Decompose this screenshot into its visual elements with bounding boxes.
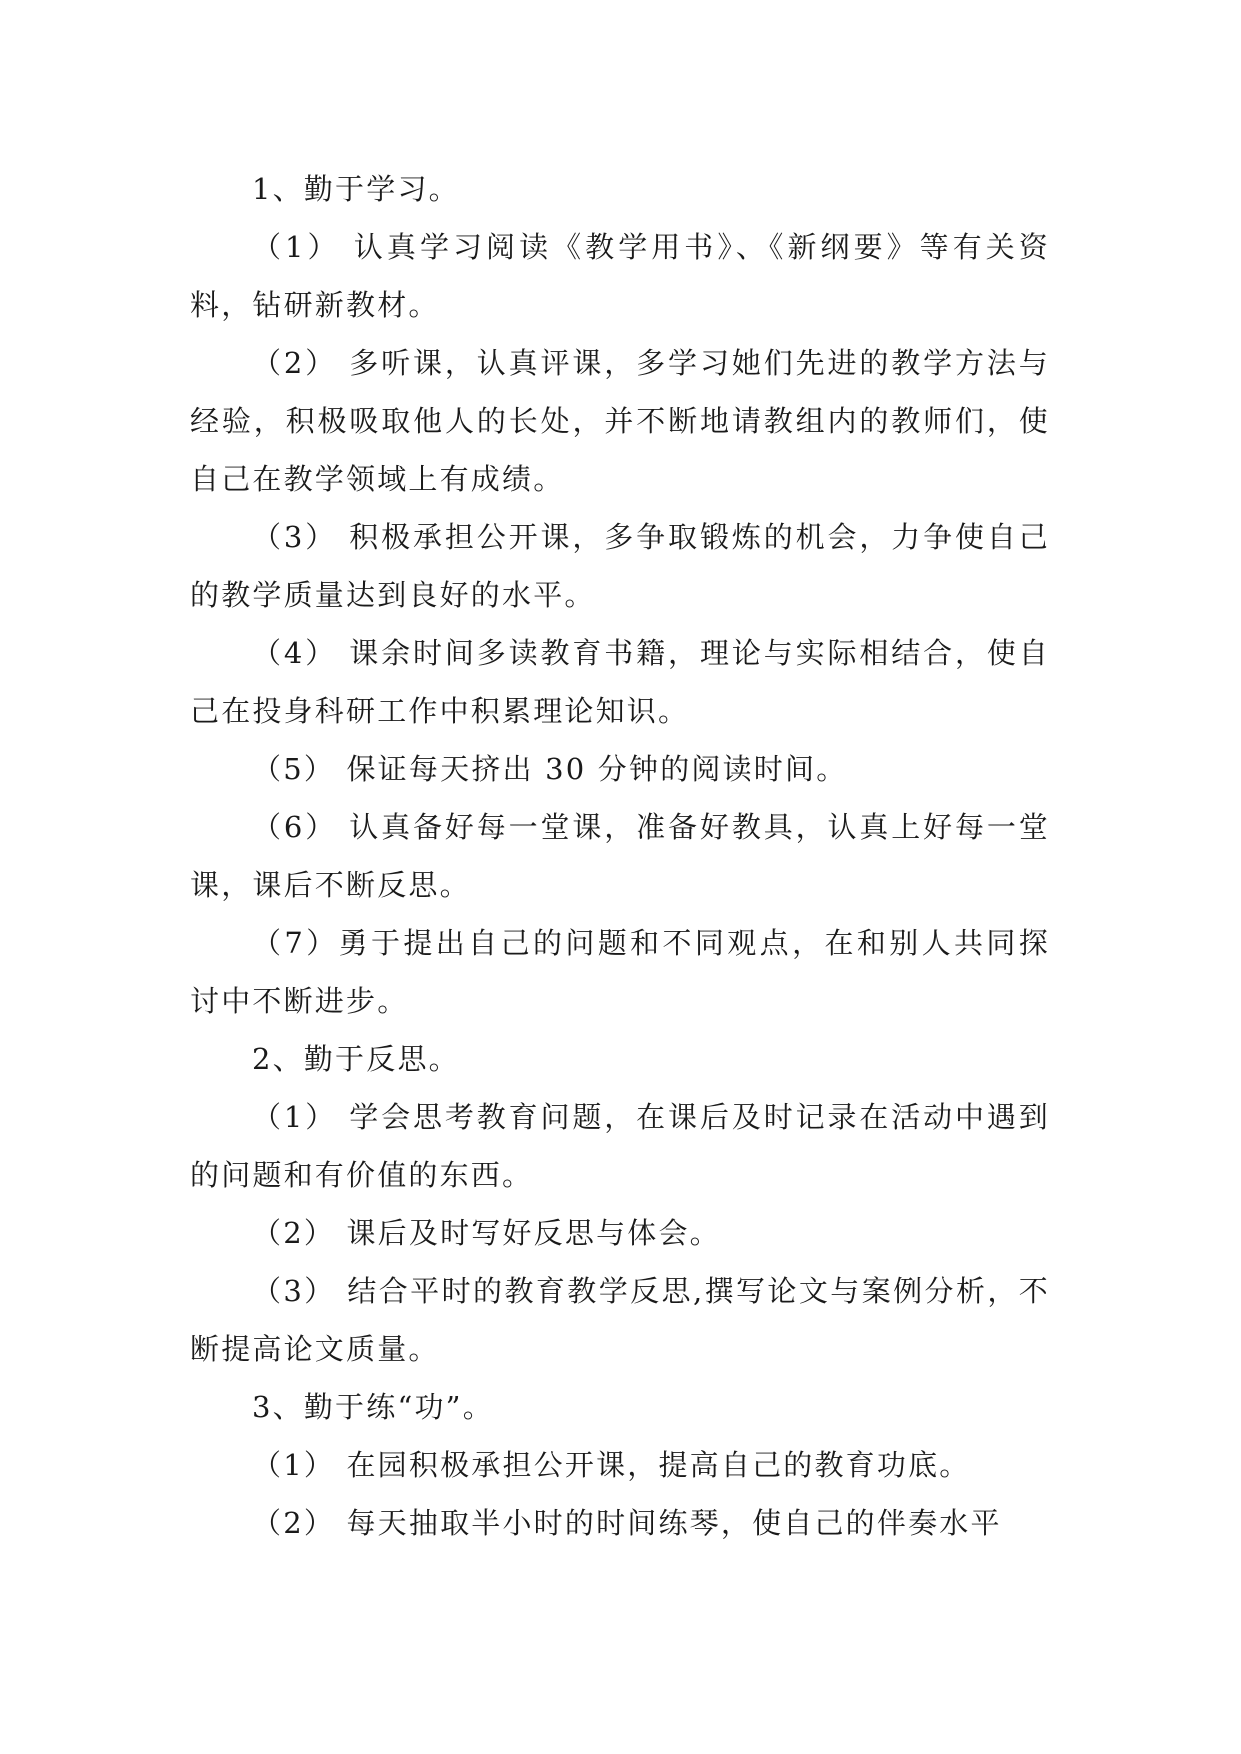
heading-reflect: 2、勤于反思。: [252, 1042, 460, 1076]
paragraph-study-6: （6） 认真备好每一堂课，准备好教具，认真上好每一堂课，课后不断反思。: [190, 810, 1050, 902]
paragraph-reflect-3: （3） 结合平时的教育教学反思,撰写论文与案例分析，不断提高论文质量。: [190, 1274, 1050, 1366]
paragraph-study-4: （4） 课余时间多读教育书籍，理论与实际相结合，使自己在投身科研工作中积累理论知识。: [190, 636, 1050, 728]
paragraph-study-7: （7）勇于提出自己的问题和不同观点，在和别人共同探讨中不断进步。: [190, 926, 1050, 1018]
heading-practice: 3、勤于练“功”。: [252, 1390, 494, 1424]
paragraph-practice-2: （2） 每天抽取半小时的时间练琴，使自己的伴奏水平: [252, 1506, 1002, 1540]
paragraph-reflect-1: （1） 学会思考教育问题，在课后及时记录在活动中遇到的问题和有价值的东西。: [190, 1100, 1050, 1192]
paragraph-study-3: （3） 积极承担公开课，多争取锻炼的机会，力争使自己的教学质量达到良好的水平。: [190, 520, 1050, 612]
paragraph-study-2: （2） 多听课，认真评课，多学习她们先进的教学方法与经验，积极吸取他人的长处，并不断地请教组内的教师们，使自己在教学领域上有成绩。: [190, 346, 1050, 496]
document-body: [190, 160, 1050, 1552]
paragraph-reflect-2: （2） 课后及时写好反思与体会。: [252, 1216, 721, 1250]
paragraph-study-5: （5） 保证每天挤出 30 分钟的阅读时间。: [252, 752, 848, 786]
paragraph-practice-1: （1） 在园积极承担公开课，提高自己的教育功底。: [252, 1448, 971, 1482]
heading-study: 1、勤于学习。: [252, 172, 460, 206]
paragraph-study-1: （1） 认真学习阅读《教学用书》、《新纲要》等有关资料，钻研新教材。: [190, 230, 1050, 322]
